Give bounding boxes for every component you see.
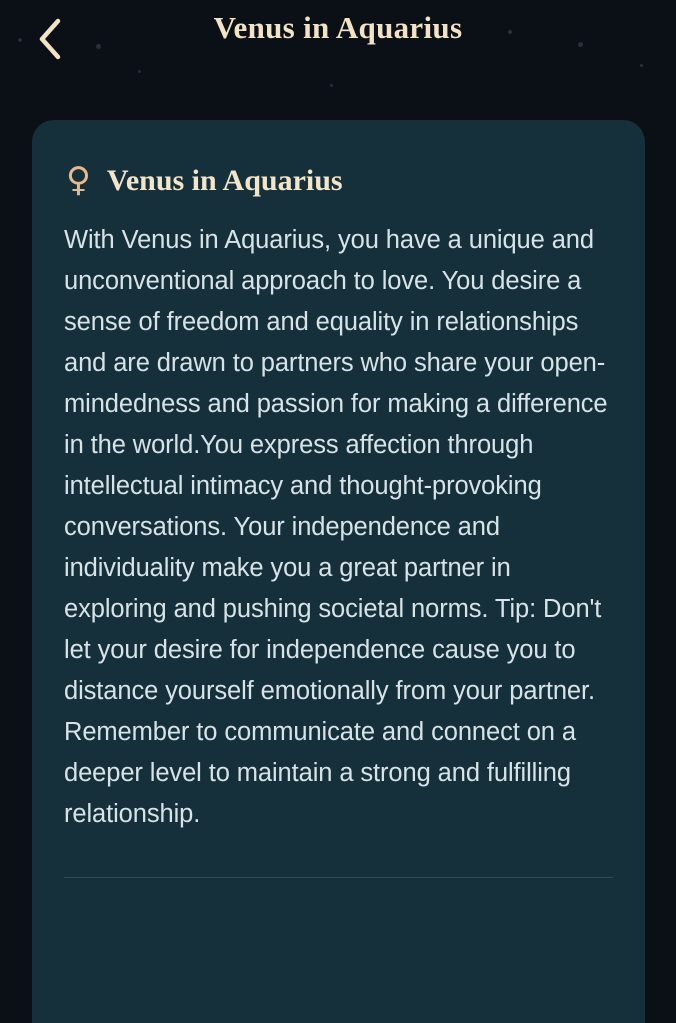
venus-symbol-icon: ♀ <box>66 160 91 200</box>
app-header <box>0 0 676 88</box>
section-divider <box>64 877 613 878</box>
back-button[interactable] <box>14 8 84 70</box>
chevron-left-icon <box>36 17 62 61</box>
card-title: Venus in Aquarius <box>106 164 343 197</box>
card-body-text: With Venus in Aquarius, you have a unique and unconventional approach to love. You desire a sense of freedom and equality in relationships and are drawn to partners who share your open-mindedness and passion for making a difference in the world.You express affection through intellectual intimacy and thought-provoking conversations. Your independence and individuality make you a great partner in exploring and pushing societal norms. Tip: Don't let your desire for independence cause you to distance yourself emotionally from your partner. Remember to communicate and connect on a deeper level to maintain a strong and fulfilling relationship. <box>64 226 608 828</box>
card-header <box>32 160 645 200</box>
page-title: Venus in Aquarius <box>213 10 463 45</box>
content-card <box>32 120 645 1023</box>
